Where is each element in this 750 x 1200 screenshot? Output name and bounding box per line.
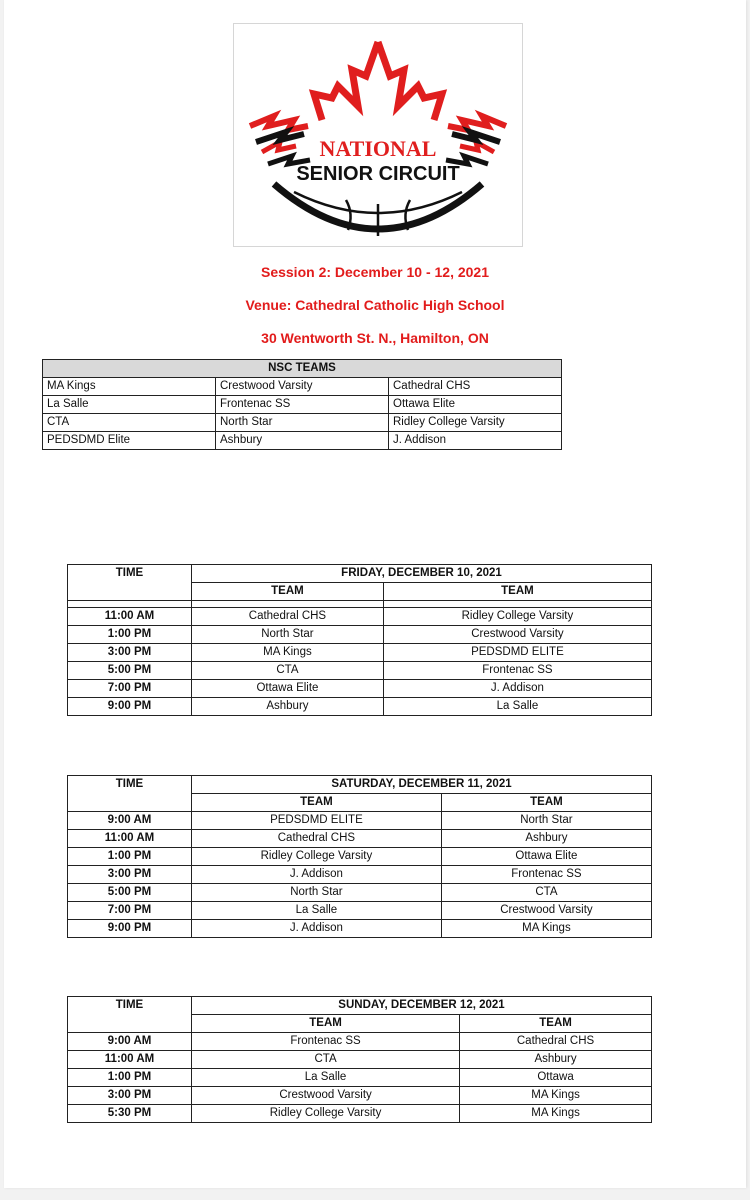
maple-leaf-basketball-logo xyxy=(234,24,522,246)
game-time: 7:00 PM xyxy=(68,902,192,920)
table-row xyxy=(68,884,652,902)
team-header: TEAM xyxy=(192,583,384,601)
time-header: TIME xyxy=(68,776,192,812)
table-row xyxy=(68,644,652,662)
nsc-teams-table xyxy=(42,359,562,450)
away-team: MA Kings xyxy=(460,1105,652,1123)
table-row xyxy=(68,680,652,698)
game-time: 5:30 PM xyxy=(68,1105,192,1123)
game-time: 11:00 AM xyxy=(68,830,192,848)
teams-table-title: NSC TEAMS xyxy=(43,360,562,378)
game-time: 1:00 PM xyxy=(68,848,192,866)
team-cell: PEDSDMD Elite xyxy=(43,432,216,450)
away-team: CTA xyxy=(441,884,651,902)
address-heading: 30 Wentworth St. N., Hamilton, ON xyxy=(261,330,489,346)
home-team: Ashbury xyxy=(192,698,384,716)
away-team: Crestwood Varsity xyxy=(383,626,651,644)
team-cell: Cathedral CHS xyxy=(389,378,562,396)
table-row xyxy=(68,848,652,866)
home-team: J. Addison xyxy=(192,920,442,938)
table-row xyxy=(68,1069,652,1087)
away-team: Ottawa Elite xyxy=(441,848,651,866)
away-team: J. Addison xyxy=(383,680,651,698)
game-time: 7:00 PM xyxy=(68,680,192,698)
game-time: 3:00 PM xyxy=(68,866,192,884)
friday-schedule-table xyxy=(67,564,652,716)
away-team: PEDSDMD ELITE xyxy=(383,644,651,662)
saturday-schedule-table xyxy=(67,775,652,938)
team-cell: Ottawa Elite xyxy=(389,396,562,414)
team-header: TEAM xyxy=(460,1015,652,1033)
home-team: CTA xyxy=(192,1051,460,1069)
team-cell: J. Addison xyxy=(389,432,562,450)
table-row xyxy=(68,1087,652,1105)
table-row xyxy=(43,396,562,414)
away-team: Ottawa xyxy=(460,1069,652,1087)
home-team: Ridley College Varsity xyxy=(192,848,442,866)
game-time: 5:00 PM xyxy=(68,884,192,902)
game-time: 3:00 PM xyxy=(68,644,192,662)
home-team: Crestwood Varsity xyxy=(192,1087,460,1105)
game-time: 9:00 PM xyxy=(68,698,192,716)
logo-line-senior-circuit: SENIOR CIRCUIT xyxy=(296,163,460,185)
table-row xyxy=(43,432,562,450)
team-cell: Frontenac SS xyxy=(216,396,389,414)
home-team: Ridley College Varsity xyxy=(192,1105,460,1123)
game-time: 9:00 PM xyxy=(68,920,192,938)
logo-line-national: NATIONAL xyxy=(319,136,437,161)
home-team: Cathedral CHS xyxy=(192,608,384,626)
table-row xyxy=(68,866,652,884)
home-team: Frontenac SS xyxy=(192,1033,460,1051)
home-team: CTA xyxy=(192,662,384,680)
game-time: 1:00 PM xyxy=(68,1069,192,1087)
away-team: Ashbury xyxy=(441,830,651,848)
table-row xyxy=(68,830,652,848)
time-header: TIME xyxy=(68,565,192,601)
home-team: J. Addison xyxy=(192,866,442,884)
home-team: Ottawa Elite xyxy=(192,680,384,698)
home-team: PEDSDMD ELITE xyxy=(192,812,442,830)
home-team: North Star xyxy=(192,626,384,644)
table-row xyxy=(68,1051,652,1069)
team-cell: MA Kings xyxy=(43,378,216,396)
game-time: 11:00 AM xyxy=(68,1051,192,1069)
team-cell: La Salle xyxy=(43,396,216,414)
away-team: Ridley College Varsity xyxy=(383,608,651,626)
table-row xyxy=(68,902,652,920)
away-team: North Star xyxy=(441,812,651,830)
game-time: 1:00 PM xyxy=(68,626,192,644)
venue-heading: Venue: Cathedral Catholic High School xyxy=(245,297,505,313)
game-time: 3:00 PM xyxy=(68,1087,192,1105)
home-team: North Star xyxy=(192,884,442,902)
home-team: La Salle xyxy=(192,902,442,920)
game-time: 9:00 AM xyxy=(68,1033,192,1051)
game-time: 11:00 AM xyxy=(68,608,192,626)
home-team: MA Kings xyxy=(192,644,384,662)
team-header: TEAM xyxy=(192,1015,460,1033)
away-team: Cathedral CHS xyxy=(460,1033,652,1051)
table-row xyxy=(68,1105,652,1123)
team-cell: CTA xyxy=(43,414,216,432)
away-team: MA Kings xyxy=(460,1087,652,1105)
table-row xyxy=(43,378,562,396)
team-cell: Ashbury xyxy=(216,432,389,450)
away-team: La Salle xyxy=(383,698,651,716)
game-time: 5:00 PM xyxy=(68,662,192,680)
team-cell: North Star xyxy=(216,414,389,432)
home-team: La Salle xyxy=(192,1069,460,1087)
nsc-logo xyxy=(233,23,523,247)
time-header: TIME xyxy=(68,997,192,1033)
table-row xyxy=(68,920,652,938)
table-row xyxy=(43,414,562,432)
table-row xyxy=(68,608,652,626)
away-team: Frontenac SS xyxy=(383,662,651,680)
table-row xyxy=(68,698,652,716)
away-team: MA Kings xyxy=(441,920,651,938)
away-team: Frontenac SS xyxy=(441,866,651,884)
table-row xyxy=(68,1033,652,1051)
day-header: FRIDAY, DECEMBER 10, 2021 xyxy=(192,565,652,583)
home-team: Cathedral CHS xyxy=(192,830,442,848)
day-header: SUNDAY, DECEMBER 12, 2021 xyxy=(192,997,652,1015)
team-cell: Crestwood Varsity xyxy=(216,378,389,396)
sunday-schedule-table xyxy=(67,996,652,1123)
day-header: SATURDAY, DECEMBER 11, 2021 xyxy=(192,776,652,794)
table-row xyxy=(68,626,652,644)
table-row xyxy=(68,812,652,830)
table-row xyxy=(68,662,652,680)
away-team: Crestwood Varsity xyxy=(441,902,651,920)
session-heading: Session 2: December 10 - 12, 2021 xyxy=(260,264,490,280)
away-team: Ashbury xyxy=(460,1051,652,1069)
team-header: TEAM xyxy=(192,794,442,812)
team-header: TEAM xyxy=(441,794,651,812)
game-time: 9:00 AM xyxy=(68,812,192,830)
team-header: TEAM xyxy=(383,583,651,601)
team-cell: Ridley College Varsity xyxy=(389,414,562,432)
